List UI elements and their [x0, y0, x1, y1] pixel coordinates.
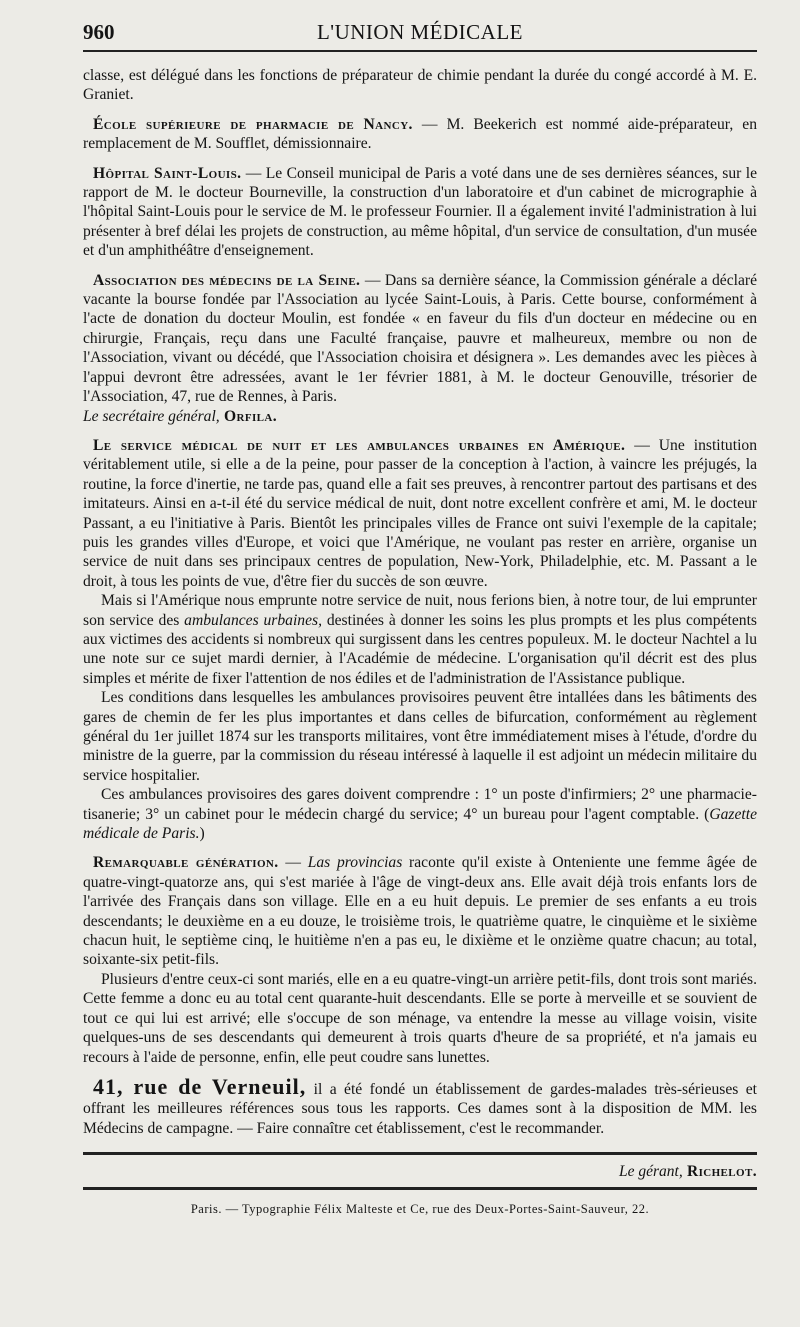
notice-remarquable-generation: Remarquable génération. — Las provincias raconte qu'il existe à Onteniente une femme âgée de quatre-vingt-quatorze ans, qui s'est mariée à l'âge de vingt-deux ans. Elle avait déjà trois enfants lors de l'arrivée des Français dans son village. Elle en a eu huit depuis. Le premier de ses enfants a eu trois descendants; le deuxième en a eu douze, le troisième trois, le quatrième quatre, le cinquième et le sixième chacun huit, le septième cinq, le huitième n'en a pas eu, le dixième et le onzième quatre chacun; au total, soixante-six petit-fils.	[83, 854, 757, 969]
footer	[83, 1152, 757, 1217]
page-number: 960	[83, 20, 115, 44]
notice-hopital-saint-louis: Hôpital Saint-Louis. — Le Conseil municipal de Paris a voté dans une de ses dernières séances, sur le rapport de M. le docteur Bourneville, la construction d'un laboratoire et d'un cabinet de micrographie à l'hôpital Saint-Louis pour le service de M. le professeur Fournier. Il a également invité l'administration à lui présenter à bref délai les projets de construction, au même hôpital, d'un service de consultation, d'un musée et d'un amphithéâtre d'enseignement.	[83, 164, 757, 260]
journal-title: L'UNION MÉDICALE	[316, 20, 523, 44]
notice-title: Association des médecins de la Seine.	[93, 271, 361, 289]
advertisement-gardes-malades: 41, rue de Verneuil, il a été fondé un établissement de gardes-malades très-sérieuses et offrant les meilleures références sous tous les rapports. Ces dames sont à la disposition de MM. les Médecins de campagne. — Faire connaître cet établissement, c'est le recommander.	[83, 1073, 757, 1137]
notice-association-medecins: Association des médecins de la Seine. — Dans sa dernière séance, la Commission générale a déclaré vacante la bourse fondée par l'Association au lycée Saint-Louis, à Paris. Cette bourse, conformément à l'acte de donation du docteur Moulin, est fondée « en faveur du fils d'un docteur en médecine ou en chirurgie, Français, reçu dans une Faculté française, pauvre et malheureux, membre ou non de l'Association, vivant ou décédé, que l'Association choisira et désignera ». Les demandes avec les pièces à l'appui devront être adressées, avant le 1er février 1881, à M. le docteur Genouville, trésorier de l'Association, 47, rue de Rennes, à Paris.	[83, 271, 757, 406]
paragraph-descendants: Plusieurs d'entre ceux-ci sont mariés, elle en a eu quatre-vingt-un arrière petit-fils, dont trois sont mariés. Cette femme a donc eu au total cent quarante-huit descendants. Elle se porte à merveille et se souvient de tout ce qui lui est arrivé; elle s'occupe de son ménage, va entendre la messe au village voisin, visite quelques-uns de ses descendants qui demeurent à trois quarts d'heure de sa propriété, et n'a jamais eu recours à l'aide de personne, enfin, elle peut coudre sans lunettes.	[83, 970, 757, 1066]
notice-title: École supérieure de pharmacie de Nancy.	[93, 115, 413, 133]
advertisement-address: 41, rue de Verneuil,	[93, 1073, 307, 1099]
notice-title: Le service médical de nuit et les ambulances urbaines en Amérique.	[93, 436, 626, 454]
article-body	[83, 66, 757, 1138]
paragraph-ambulances-urbaines: Mais si l'Amérique nous emprunte notre service de nuit, nous ferions bien, à notre tour, de lui emprunter son service des ambulances urbaines, destinées à donner les soins les plus prompts et les plus compétents aux victimes des accidents si nombreux qui surgissent dans les centres populeux. M. le docteur Nachtel a lu une note sur ce sujet mardi dernier, à l'Académie de médecine. L'organisation qu'il décrit est des plus simples et mérite de fixer l'attention de nos édiles et de l'administration de l'Assistance publique.	[83, 592, 757, 687]
footer-rule	[83, 1187, 757, 1190]
page-header	[83, 0, 757, 50]
notice-title: Remarquable génération.	[93, 854, 279, 872]
notice-title: Hôpital Saint-Louis.	[93, 164, 242, 182]
notice-service-nuit-amerique: Le service médical de nuit et les ambulances urbaines en Amérique. — Une institution véritablement utile, si elle a de la peine, pour passer de la conception à l'action, à vaincre les préjugés, la routine, la force d'inertie, ne tarde pas, quand elle a fait ses preuves, à rencontrer partout des partisans et des imitateurs. Ainsi en a-t-il été du service médical de nuit, dont notre excellent confrère et ami, M. le docteur Passant, a eu l'initiative à Paris. Bientôt les principales villes de France ont suivi l'exemple de la capitale; puis les grandes villes d'Europe, et voici que l'Amérique, ne voulant pas rester en arrière, organise un service de nuit dans ses principaux centres de population, New-York, Philadelphie, etc. M. Passant a le droit, à tous les points de vue, d'être fier du succès de son œuvre.	[83, 436, 757, 590]
paragraph-ambulances-gares: Ces ambulances provisoires des gares doivent comprendre : 1° un poste d'infirmiers; 2° une pharmacie-tisanerie; 3° un cabinet pour le médecin chargé du service; 4° un bureau pour l'agent comptable. (Gazette médicale de Paris.)	[83, 786, 757, 843]
continued-paragraph: classe, est délégué dans les fonctions de préparateur de chimie pendant la durée du congé accordé à M. E. Graniet.	[83, 67, 757, 104]
footer-rule	[83, 1152, 757, 1155]
printer-imprint: Paris. — Typographie Félix Malteste et Ce, rue des Deux-Portes-Saint-Sauveur, 22.	[190, 1202, 650, 1217]
header-rule	[83, 50, 757, 52]
paragraph-conditions-ambulances: Les conditions dans lesquelles les ambulances provisoires peuvent être intallées dans les bâtiments des gares de chemin de fer les plus importantes et dans celles de bifurcation, conformément au règlement général du 1er juillet 1874 sur les transports militaires, vont être immédiatement mises à l'étude, d'ordre du ministre de la guerre, par la commission du réseau intéressé à laquelle il est adjoint un médecin militaire du service hospitalier.	[83, 689, 757, 784]
gerant-signature: Le gérant, Richelot.	[618, 1163, 757, 1181]
notice-pharmacie-nancy: École supérieure de pharmacie de Nancy. — M. Beekerich est nommé aide-préparateur, en remplacement de M. Soufflet, démissionnaire.	[83, 115, 758, 153]
signature-orfila: Le secrétaire général, Orfila.	[83, 407, 278, 425]
